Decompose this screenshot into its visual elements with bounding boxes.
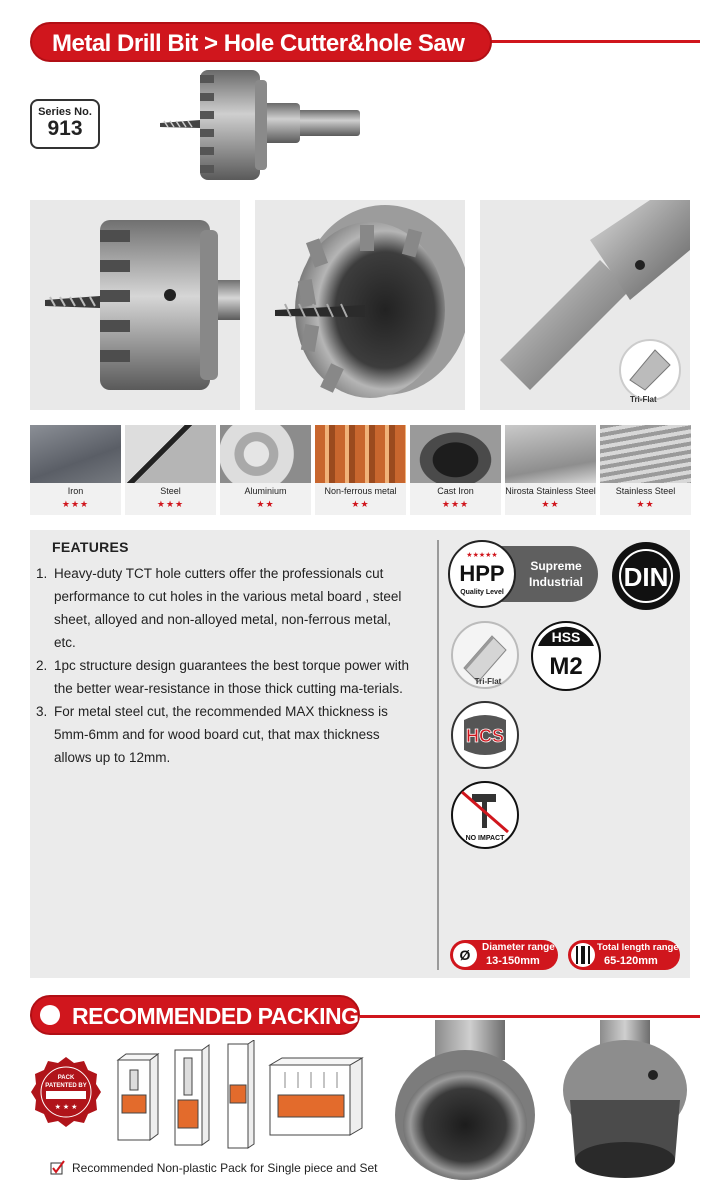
series-number: 913 — [47, 117, 83, 140]
diameter-range-value: 13-150mm — [486, 955, 540, 967]
material-image — [505, 425, 596, 483]
packing-title: RECOMMENDED PACKING — [72, 1003, 359, 1029]
packing-product-photo — [395, 1020, 705, 1185]
diameter-range-label: Diameter range — [482, 942, 555, 953]
bullet-icon — [40, 1005, 60, 1025]
din-badge — [610, 540, 682, 612]
din-label: DIN — [623, 562, 669, 592]
seal-text-1: PACK — [57, 1075, 75, 1081]
material-cast-iron — [410, 425, 501, 515]
length-range-badge — [568, 940, 680, 970]
packing-title-banner — [30, 995, 360, 1035]
material-nirosta — [505, 425, 596, 515]
diameter-icon: Ø — [453, 943, 477, 967]
hero-hole-cutter-image — [150, 65, 370, 190]
industrial-label: Industrial — [528, 575, 584, 589]
hcs-badge — [450, 700, 520, 770]
length-range-value: 65-120mm — [604, 955, 658, 967]
packaging-illustration — [110, 1040, 370, 1155]
hammer-icon — [472, 794, 496, 802]
patented-seal-icon — [30, 1055, 102, 1135]
material-rating: ★★★ — [61, 499, 90, 509]
list-item-number: 3. — [36, 704, 48, 719]
hss-label: HSS — [551, 629, 581, 645]
packing-rule — [360, 1015, 700, 1018]
list-item — [36, 562, 416, 654]
hcs-label: HCS — [465, 726, 505, 746]
features-list — [36, 562, 416, 769]
material-name: Nirosta Stainless Steel — [505, 486, 596, 496]
hpp-label: HPP — [459, 561, 505, 586]
material-name: Iron — [67, 486, 84, 496]
panel-divider — [437, 540, 439, 970]
hpp-stars: ★★★★★ — [466, 552, 498, 559]
list-item-text: 1pc structure design guarantees the best torque power with the better wear-resistance in those thick cutting ma-terials. — [54, 658, 409, 696]
material-name: Cast Iron — [437, 486, 474, 496]
material-image — [30, 425, 121, 483]
material-non-ferrous — [315, 425, 406, 515]
list-item-number: 1. — [36, 566, 48, 581]
product-photo-shank — [480, 200, 690, 410]
m2-label: M2 — [549, 653, 583, 680]
list-item-number: 2. — [36, 658, 48, 673]
list-item — [36, 654, 416, 700]
material-name: Aluminium — [244, 486, 287, 496]
material-rating: ★★ — [541, 499, 560, 509]
material-name: Non-ferrous metal — [324, 486, 397, 496]
material-image — [600, 425, 691, 483]
list-item-text: For metal steel cut, the recommended MAX thickness is 5mm-6mm and for wood board cut, that max thickness allows up to 12mm. — [54, 704, 388, 765]
product-photo-teeth — [255, 200, 465, 410]
material-image — [220, 425, 311, 483]
material-rating: ★★ — [636, 499, 655, 509]
list-item-text: Heavy-duty TCT hole cutters offer the professionals cut performance to cut holes in the various metal board , steel sheet, alloyed and non-alloyed metal, non-ferrous metal, etc. — [54, 566, 402, 650]
material-name: Steel — [160, 486, 181, 496]
material-rating: ★★ — [351, 499, 370, 509]
material-name: Stainless Steel — [615, 486, 676, 496]
material-aluminium — [220, 425, 311, 515]
seal-text-2: PATENTED BY — [45, 1083, 87, 1089]
hpp-quality-badge — [448, 540, 600, 608]
packing-note — [50, 1160, 378, 1176]
material-image — [125, 425, 216, 483]
product-photo-side — [30, 200, 240, 410]
triflat-caption: Tri-Flat — [630, 395, 657, 404]
material-image — [410, 425, 501, 483]
packing-note-text: Recommended Non-plastic Pack for Single piece and Set — [72, 1161, 378, 1175]
page-title: Metal Drill Bit > Hole Cutter&hole Saw — [30, 22, 492, 62]
material-iron — [30, 425, 121, 515]
checkbox-checked-icon — [50, 1160, 66, 1176]
length-range-label: Total length range — [597, 942, 679, 953]
series-badge — [30, 99, 100, 149]
material-image — [315, 425, 406, 483]
material-rating: ★★★ — [156, 499, 185, 509]
supreme-label: Supreme — [530, 559, 582, 573]
hpp-sublabel: Quality Level — [460, 589, 504, 596]
material-rating: ★★★ — [441, 499, 470, 509]
svg-text:★ ★ ★: ★ ★ ★ — [54, 1104, 78, 1111]
triflat-badge — [450, 620, 520, 690]
series-label: Series No. — [38, 106, 92, 118]
material-stainless — [600, 425, 691, 515]
length-icon — [571, 943, 595, 967]
features-title: FEATURES — [52, 539, 129, 555]
material-rating: ★★ — [256, 499, 275, 509]
material-steel — [125, 425, 216, 515]
hss-m2-badge — [530, 620, 602, 692]
no-impact-label: NO IMPACT — [465, 835, 505, 842]
triflat-label: Tri-Flat — [474, 677, 502, 686]
no-impact-badge — [450, 780, 520, 850]
list-item — [36, 700, 416, 769]
diameter-range-badge — [450, 940, 558, 970]
